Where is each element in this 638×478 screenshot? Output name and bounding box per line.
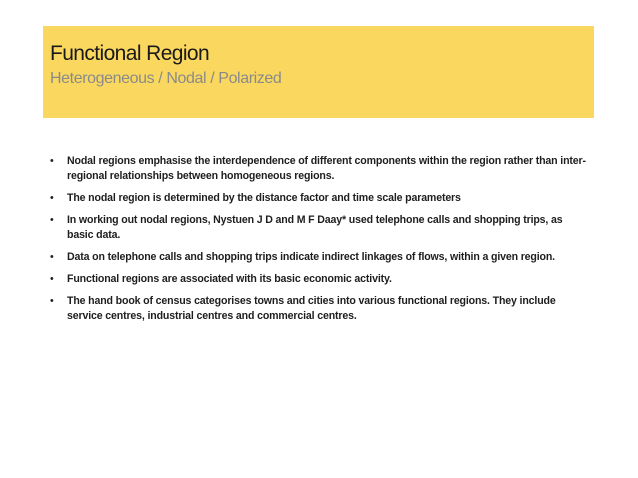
bullet-text: Functional regions are associated with its basic economic activity. <box>67 273 392 285</box>
bullet-icon: • <box>50 155 54 167</box>
bullet-icon: • <box>50 295 54 307</box>
bullet-text: Data on telephone calls and shopping trips indicate indirect linkages of flows, within a given region. <box>67 251 555 263</box>
bullet-text: Nodal regions emphasise the interdependence of different components within the region rather than inter-regional relationships between homogeneous regions. <box>67 155 586 182</box>
slide-title: Functional Region <box>50 42 210 65</box>
bullet-text: The nodal region is determined by the distance factor and time scale parameters <box>67 192 461 204</box>
bullet-item <box>50 272 590 287</box>
bullet-item <box>50 213 590 243</box>
bullet-text: In working out nodal regions, Nystuen J D and M F Daay* used telephone calls and shopping trips, as basic data. <box>67 214 563 241</box>
slide-subtitle: Heterogeneous / Nodal / Polarized <box>50 70 282 87</box>
bullet-icon: • <box>50 273 54 285</box>
bullet-item <box>50 250 590 265</box>
bullet-list <box>50 154 590 331</box>
bullet-icon: • <box>50 251 54 263</box>
bullet-item <box>50 191 590 206</box>
bullet-icon: • <box>50 214 54 226</box>
bullet-item <box>50 294 590 324</box>
bullet-text: The hand book of census categorises towns and cities into various functional regions. They include service centres, industrial centres and commercial centres. <box>67 295 556 322</box>
bullet-icon: • <box>50 192 54 204</box>
bullet-item <box>50 154 590 184</box>
